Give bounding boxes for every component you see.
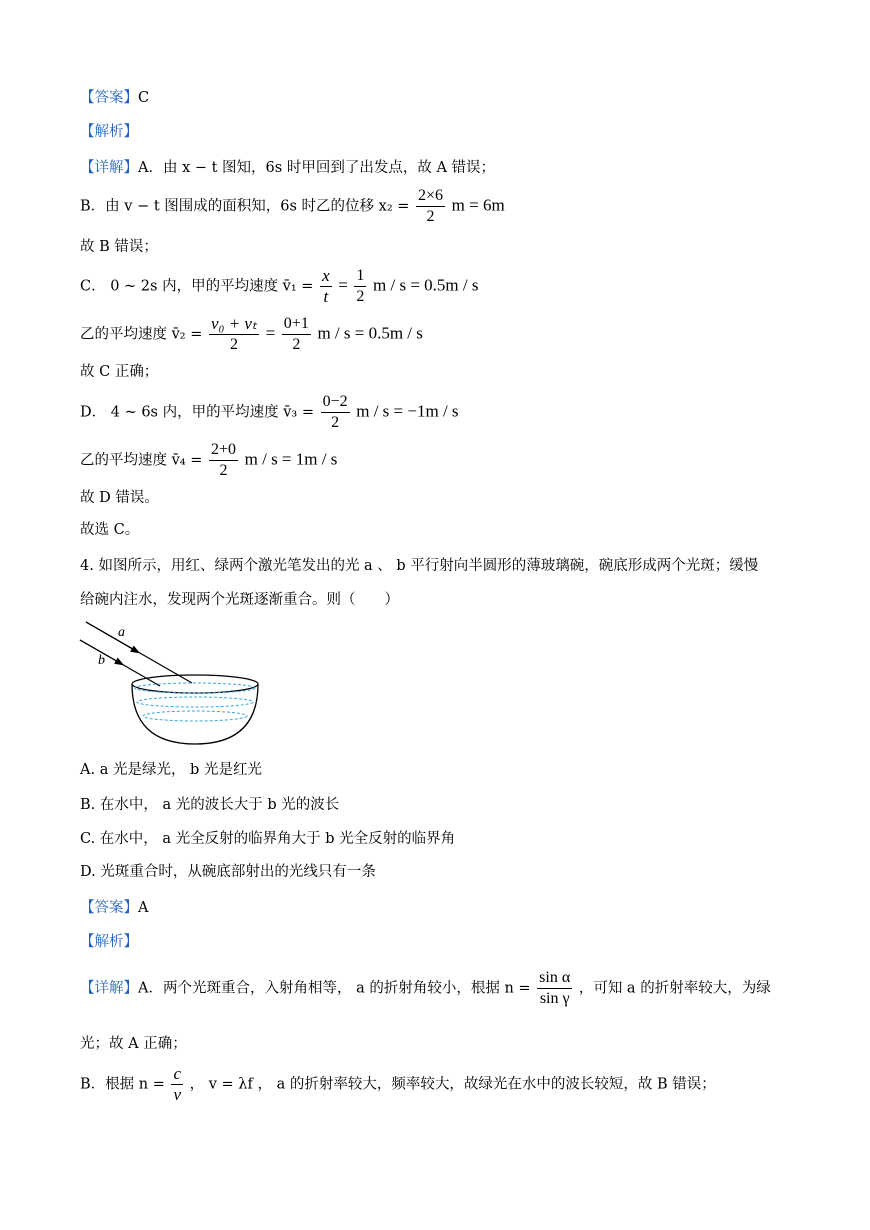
q3-line-c-fraction-2: $\frac{1}{2}$ bbox=[356, 267, 365, 305]
q3-line-c3: 故 C 正确； bbox=[80, 364, 159, 380]
q3-line-c-fraction-1: $\frac{x}{t}$ bbox=[322, 266, 330, 306]
water-layers bbox=[135, 683, 255, 721]
q3-line-d-fraction: $\frac{0-2}{2}$ bbox=[322, 393, 348, 431]
q4-line-b-tail: ， v = λf ， a 的折射率较大，频率较大，故绿光在水中的波长较短，故 B 错误； bbox=[189, 1076, 716, 1093]
q3-line-c2-text: 乙的平均速度 v̄₂ = bbox=[80, 326, 203, 343]
answer-label: 【答案】 bbox=[80, 900, 138, 916]
q4-stem-line-1: 4. 如图所示，用红、绿两个激光笔发出的光 a 、 b 平行射向半圆形的薄玻璃碗，碗底形成两个光斑；缓慢 bbox=[80, 558, 759, 574]
q3-line-d bbox=[80, 392, 459, 433]
detail-label: 【详解】 bbox=[80, 160, 138, 176]
q3-line-d-text: D． 4 ~ 6s 内，甲的平均速度 v̄₃ = bbox=[80, 404, 314, 421]
q3-analysis-label: 【解析】 bbox=[80, 124, 138, 140]
q3-line-d-tail: m / s = −1m / s bbox=[356, 401, 459, 421]
q3-line-d3: 故 D 错误。 bbox=[80, 490, 159, 506]
q3-line-c2-tail: m / s = 0.5m / s bbox=[317, 323, 423, 343]
q4-line-a-fraction: $\frac{\text{sin α}}{\text{sin γ}}$ bbox=[539, 969, 571, 1007]
q4-option-d: D. 光斑重合时，从碗底部射出的光线只有一条 bbox=[80, 864, 376, 880]
q3-line-b2: 故 B 错误； bbox=[80, 239, 158, 255]
q4-line-a-tail: ，可知 a 的折射率较大，为绿 bbox=[578, 980, 771, 997]
q3-line-c: C． 0 ~ 2s 内，甲的平均速度 v̄₁ = $\frac{x}{t}$ = $\frac{1}{2}$ m / s = 0.5m / s bbox=[80, 266, 479, 306]
label-b: b bbox=[98, 653, 105, 668]
bowl-rim bbox=[132, 675, 258, 693]
detail-label: 【详解】 bbox=[80, 980, 138, 997]
q4-option-b: B. 在水中， a 光的波长大于 b 光的波长 bbox=[80, 797, 340, 813]
q4-line-a2: 光；故 A 正确； bbox=[80, 1036, 187, 1052]
label-a: a bbox=[118, 625, 125, 640]
q4-line-a-text: A．两个光斑重合，入射角相等， a 的折射角较小，根据 n = bbox=[138, 980, 531, 997]
q4-line-a bbox=[80, 968, 771, 1009]
answer-value: A bbox=[138, 900, 149, 916]
q3-line-b-fraction: $\frac{2\times 6}{2}$ bbox=[418, 187, 444, 225]
q3-line-c2-fraction-2: $\frac{0+1}{2}$ bbox=[283, 315, 309, 353]
q3-line-b-text: B．由 v − t 图围成的面积知，6s 时乙的位移 x₂ = bbox=[80, 198, 410, 215]
q4-option-a: A. a 光是绿光， b 光是红光 bbox=[80, 762, 262, 778]
bowl-figure bbox=[76, 618, 266, 750]
q3-line-b bbox=[80, 186, 505, 227]
q4-stem-line-2: 给碗内注水，发现两个光斑逐渐重合。则（ ） bbox=[80, 592, 399, 608]
q3-line-c2-fraction-1: $\frac{\text{v₀ + vₜ}}{2}$ bbox=[210, 314, 257, 353]
q3-line-c-tail: m / s = 0.5m / s bbox=[373, 275, 479, 295]
q4-option-c: C. 在水中， a 光全反射的临界角大于 b 光全反射的临界角 bbox=[80, 831, 456, 847]
q4-line-b bbox=[80, 1064, 716, 1105]
q3-answer bbox=[80, 88, 149, 108]
q3-line-c-text: C． 0 ~ 2s 内，甲的平均速度 v̄₁ = bbox=[80, 278, 314, 295]
q3-line-a bbox=[80, 158, 495, 178]
q3-conclusion: 故选 C。 bbox=[80, 522, 140, 538]
q4-line-b-text: B．根据 n = bbox=[80, 1076, 165, 1093]
q4-analysis-label: 【解析】 bbox=[80, 934, 138, 950]
q3-line-d2-fraction: $\frac{2+0}{2}$ bbox=[210, 441, 237, 479]
q3-line-d2-tail: m / s = 1m / s bbox=[244, 449, 338, 469]
q4-line-b-fraction: $\frac{c}{v}$ bbox=[173, 1064, 182, 1104]
q3-line-b-tail: m = 6m bbox=[451, 195, 505, 215]
q4-answer bbox=[80, 898, 148, 918]
q3-line-d2 bbox=[80, 440, 337, 481]
q3-line-c2: 乙的平均速度 v̄₂ = $\frac{\text{v₀ + vₜ}}{2}$ = $\frac{0+1}{2}$ m / s = 0.5m / s bbox=[80, 314, 423, 353]
q3-line-a-text: A．由 x − t 图知，6s 时甲回到了出发点，故 A 错误； bbox=[138, 160, 496, 176]
answer-value: C bbox=[138, 90, 150, 106]
q3-line-d2-text: 乙的平均速度 v̄₄ = bbox=[80, 452, 203, 469]
answer-label: 【答案】 bbox=[80, 90, 138, 106]
